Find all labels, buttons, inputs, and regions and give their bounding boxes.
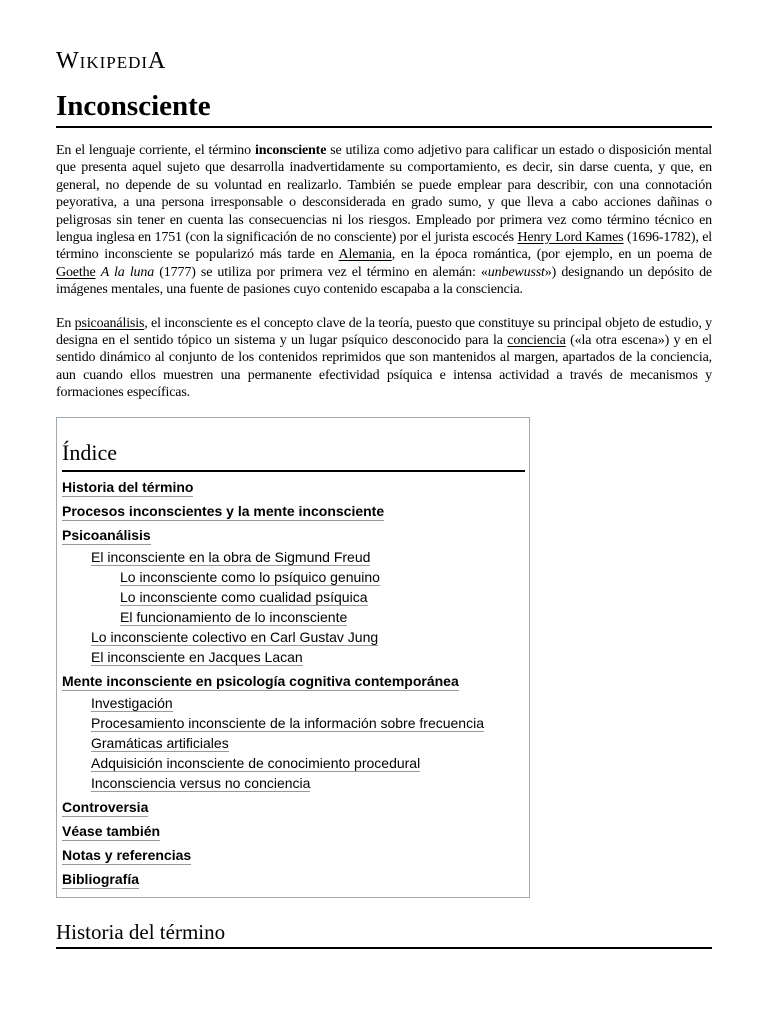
article-link[interactable]: Alemania xyxy=(338,247,392,263)
article-link[interactable]: Henry Lord Kames xyxy=(517,230,624,246)
text-run: En el lenguaje corriente, el término xyxy=(56,143,255,158)
italic-text: unbewusst xyxy=(487,264,545,280)
toc-item-label: Lo inconsciente como lo psíquico genuino xyxy=(120,568,380,585)
text-run: («la otra escena») y en el sentido dinámico al conjunto de los contenidos reprimidos que son mantenidos al margen, apartados de la conciencia, aun cuando ellos muestren una permanente efectividad psíquica e intensa actividad a través de mecanismos y formaciones específicas. xyxy=(56,333,712,401)
toc-item-label: Lo inconsciente como cualidad psíquica xyxy=(120,588,368,605)
toc-list xyxy=(62,475,525,891)
toc-item-level-2[interactable] xyxy=(62,647,525,667)
toc-item-level-3[interactable] xyxy=(62,567,525,587)
toc-item-label: Notas y referencias xyxy=(62,846,192,863)
toc-item-level-1[interactable] xyxy=(62,795,525,819)
toc-item-level-1[interactable] xyxy=(62,669,525,693)
toc-item-level-2[interactable] xyxy=(62,627,525,647)
toc-item-level-2[interactable] xyxy=(62,733,525,753)
logo-letters-ikipedi: IKIPEDI xyxy=(79,53,149,72)
logo-letter-a: A xyxy=(148,48,167,74)
toc-item-level-2[interactable] xyxy=(62,773,525,793)
toc-item-label: Historia del término xyxy=(62,478,194,495)
toc-item-label: Procesos inconscientes y la mente inconsciente xyxy=(62,502,385,519)
section-heading-historia: Historia del término xyxy=(56,918,712,949)
italic-text: A la luna xyxy=(100,264,155,280)
toc-item-level-2[interactable] xyxy=(62,693,525,713)
toc-item-level-1[interactable] xyxy=(62,819,525,843)
intro-paragraph-1 xyxy=(56,142,712,299)
toc-item-level-1[interactable] xyxy=(62,499,525,523)
article-link[interactable]: Goethe xyxy=(56,264,96,280)
toc-item-level-1[interactable] xyxy=(62,475,525,499)
text-run: , el inconsciente es el concepto clave de la teoría, puesto que constituye su principal objeto de estudio, y designa en el sentido tópico un sistema y un lugar psíquico desconocido para la xyxy=(56,315,712,349)
intro-paragraph-2 xyxy=(56,315,712,402)
toc-item-level-2[interactable] xyxy=(62,753,525,773)
toc-item-label: Controversia xyxy=(62,798,149,815)
toc-item-label: Procesamiento inconsciente de la información sobre frecuencia xyxy=(91,714,484,731)
toc-item-label: El inconsciente en la obra de Sigmund Freud xyxy=(91,548,371,565)
toc-item-level-2[interactable] xyxy=(62,713,525,733)
toc-item-level-1[interactable] xyxy=(62,523,525,547)
text-run: (1777) se utiliza por primera vez el término en alemán: « xyxy=(154,264,488,280)
article-link[interactable]: psicoanálisis xyxy=(74,315,145,331)
wikipedia-logo xyxy=(56,50,712,74)
toc-item-label: El inconsciente en Jacques Lacan xyxy=(91,648,303,665)
toc-item-label: Adquisición inconsciente de conocimiento procedural xyxy=(91,754,421,771)
toc-item-label: Gramáticas artificiales xyxy=(91,734,229,751)
text-run: se utiliza como adjetivo para calificar un estado o disposición mental que presenta aquel sujeto que desarrolla inadvertidamente su comportamiento, es decir, sin darse cuenta, y que, en general, no depende de su voluntad en realizarlo. También se puede emplear para describir, con una connotación peyorativa, a una persona irresponsable o desconsiderada en grado sumo, y que lleva a cabo acciones dañinas o peligrosas sin tener en cuenta las consecuencias ni los riesgos. Empleado por primera vez como término técnico en lengua inglesa en 1751 (con la significación de no consciente) por el jurista escocés xyxy=(56,143,713,246)
logo-letter-w: W xyxy=(56,48,80,74)
page-title: Inconsciente xyxy=(56,88,712,128)
toc-item-level-3[interactable] xyxy=(62,607,525,627)
toc-item-level-1[interactable] xyxy=(62,867,525,891)
text-run: ») designando un depósito de imágenes mentales, una fuente de pasiones cuyo contenido escapaba a la consciencia. xyxy=(56,264,712,298)
text-run: , en la época romántica, (por ejemplo, en un poema de xyxy=(391,247,712,263)
toc-item-label: Lo inconsciente colectivo en Carl Gustav Jung xyxy=(91,628,379,645)
article-link[interactable]: conciencia xyxy=(507,333,566,349)
text-run: (1696-1782), el término inconsciente se popularizó más tarde en xyxy=(56,230,712,263)
article-page xyxy=(56,0,712,949)
toc-item-level-1[interactable] xyxy=(62,843,525,867)
bold-term: inconsciente xyxy=(254,143,327,158)
toc-item-label: El funcionamiento de lo inconsciente xyxy=(120,608,348,625)
text-run: En xyxy=(56,315,75,331)
toc-item-label: Psicoanálisis xyxy=(62,526,151,543)
toc-item-level-2[interactable] xyxy=(62,547,525,567)
toc-item-label: Inconsciencia versus no conciencia xyxy=(91,774,311,791)
toc-item-label: Investigación xyxy=(91,694,173,711)
toc-item-label: Mente inconsciente en psicología cognitiva contemporánea xyxy=(62,672,459,689)
toc-item-label: Véase también xyxy=(62,822,161,839)
toc-item-level-3[interactable] xyxy=(62,587,525,607)
toc-item-label: Bibliografía xyxy=(62,870,140,887)
table-of-contents xyxy=(56,417,530,898)
toc-heading: Índice xyxy=(62,438,525,472)
